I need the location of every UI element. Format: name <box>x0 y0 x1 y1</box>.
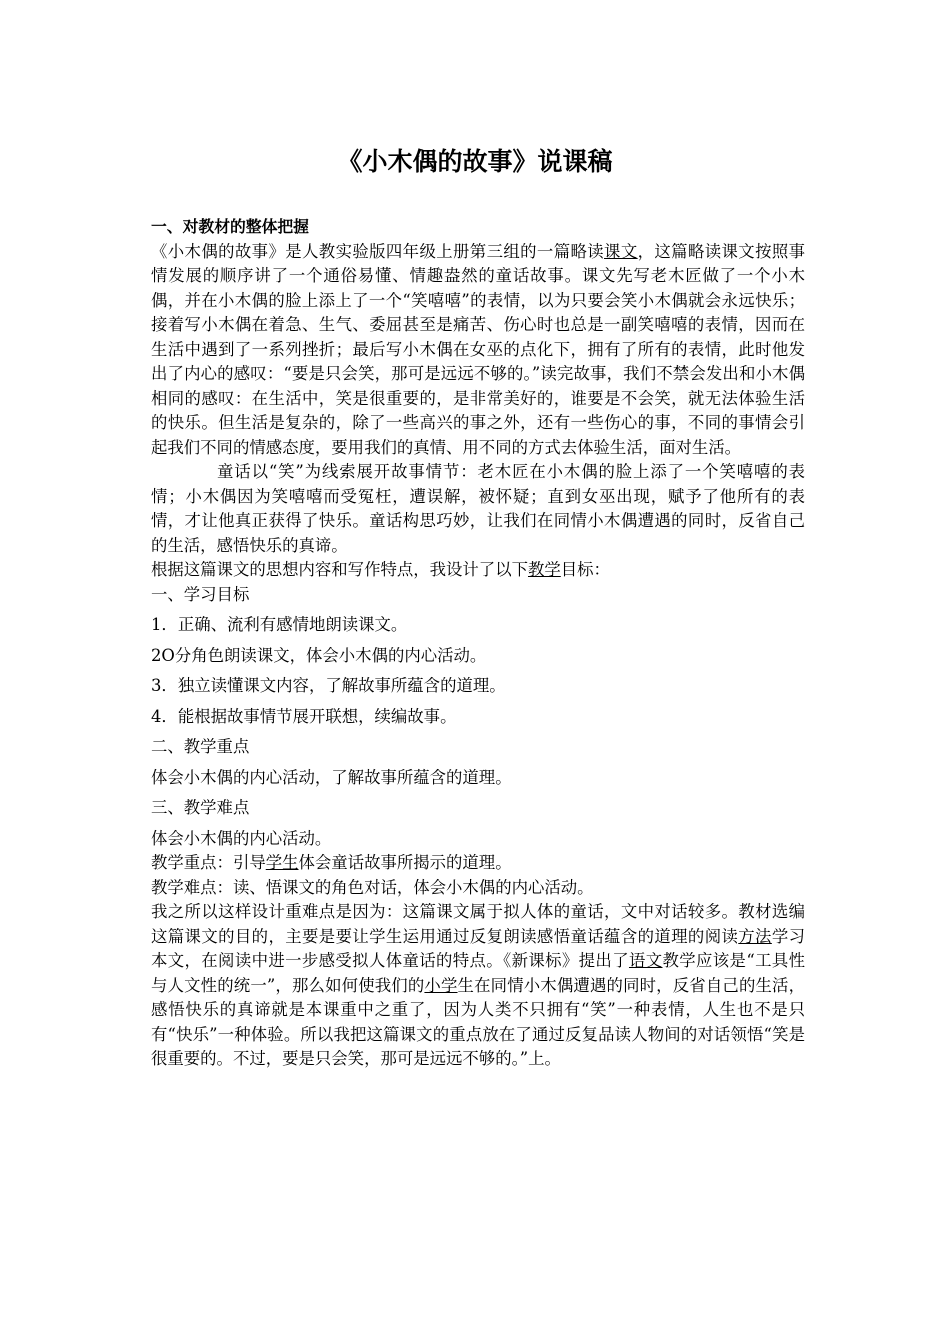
link-jiaoxue[interactable]: 教学 <box>527 560 561 579</box>
goal-item-4: 4．能根据故事情节展开联想，续编故事。 <box>151 706 457 726</box>
paragraph-goals-intro <box>151 558 805 583</box>
text: 教学应该是“工具性与人文性的统一”，那么如何使我们的 <box>151 951 805 995</box>
link-fangfa[interactable]: 方法 <box>738 926 772 946</box>
goal-item-2: 2O分角色朗读课文，体会小木偶的内心活动。 <box>151 645 487 665</box>
difficulty-heading: 三、教学难点 <box>151 798 250 817</box>
teaching-key-line <box>151 851 805 876</box>
link-kewen[interactable]: 课文 <box>604 241 638 261</box>
paragraph-rationale <box>151 900 805 1072</box>
goal-item-1: 1．正确、流利有感情地朗读课文。 <box>151 615 408 634</box>
link-xuesheng[interactable]: 学生 <box>265 853 299 872</box>
document-body <box>151 215 805 1072</box>
text: 学习本文，在阅读中进一步感受拟人体童话的特点。《新课标》提出了 <box>151 926 806 970</box>
section-heading-textbook: 一、对教材的整体把握 <box>151 217 309 236</box>
key-points-heading: 二、教学重点 <box>151 737 250 756</box>
text: 生在同情小木偶遭遇的同时，反省自己的生活，感悟快乐的真谛就是本课重中之重了，因为人类不只拥有“笑”一种表情，人生也不是只有“快乐”一种体验。所以我把这篇课文的重点放在了通过反复品读人物间的对话领悟“笑是很重要的。不过，要是只会笑，那可是远远不够的。”上。 <box>151 975 806 1068</box>
text: 我之所以这样设计重难点是因为：这篇课文属于拟人体的童话，文中对话较多。教材选编这篇课文的目的，主要是要让学生运用通过反复朗读感悟童话蕴含的道理的阅读 <box>151 902 805 946</box>
goal-item-3: 3．独立读懂课文内容，了解故事所蕴含的道理。 <box>151 676 506 695</box>
teaching-difficulty-line: 教学难点：读、悟课文的角色对话，体会小木偶的内心活动。 <box>151 877 594 897</box>
text: 根据这篇课文的思想内容和写作特点，我设计了以下 <box>151 560 528 579</box>
text: 体会童话故事所揭示的道理。 <box>298 853 512 872</box>
text: 《小木偶的故事》是人教实验版四年级上册第三组的一篇略读 <box>151 241 605 261</box>
goals-heading: 一、学习目标 <box>151 584 250 604</box>
link-xiaoxue[interactable]: 小学 <box>424 975 458 995</box>
paragraph-plot: 童话以“笑”为线索展开故事情节：老木匠在小木偶的脸上添了一个笑嘻嘻的表情；小木偶因为笑嘻嘻而受冤枉，遭误解，被怀疑；直到女巫出现，赋予了他所有的表情，才让他真正获得了快乐。童话构思巧妙，让我们在同情小木偶遭遇的同时，反省自己的生活，感悟快乐的真谛。 <box>151 462 805 555</box>
text: 教学重点：引导 <box>151 853 266 872</box>
text: ，这篇略读课文按照事情发展的顺序讲了一个通俗易懂、情趣盎然的童话故事。课文先写老木匠做了一个小木偶，并在小木偶的脸上添上了一个“笑嘻嘻”的表情，以为只要会笑小木偶就会永远快乐；接着写小木偶在着急、生气、委屈甚至是痛苦、伤心时也总是一副笑嘻嘻的表情，因而在生活中遇到了一系列挫折；最后写小木偶在女巫的点化下，拥有了所有的表情，此时他发出了内心的感叹：“要是只会笑，那可是远远不够的。”读完故事，我们不禁会发出和小木偶相同的感叹：在生活中，笑是很重要的，是非常美好的，谁要是不会笑，就无法体验生活的快乐。但生活是复杂的，除了一些高兴的事之外，还有一些伤心的事，不同的事情会引起我们不同的情感态度，要用我们的真情、用不同的方式去体验生活，面对生活。 <box>151 241 806 457</box>
difficulty-text: 体会小木偶的内心活动。 <box>151 828 332 848</box>
document-title: 《小木偶的故事》说课稿 <box>337 147 613 176</box>
key-points-text: 体会小木偶的内心活动，了解故事所蕴含的道理。 <box>151 767 512 787</box>
text: 目标： <box>560 560 610 579</box>
link-yuwen[interactable]: 语文 <box>628 951 663 970</box>
paragraph-overview <box>151 240 805 461</box>
